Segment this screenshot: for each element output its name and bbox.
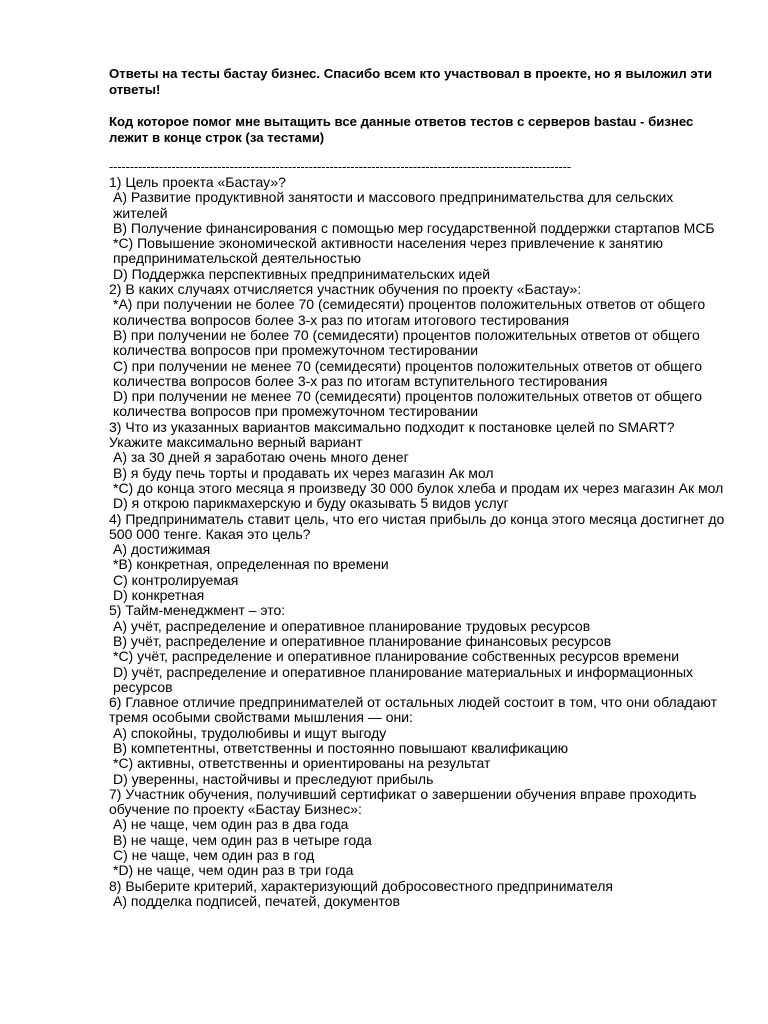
answer-option-correct: *C) учёт, распределение и оперативное планирование собственных ресурсов времени	[113, 648, 680, 665]
answer-option-correct: *B) конкретная, определенная по времени	[113, 556, 389, 573]
question-block	[109, 512, 729, 604]
question-block	[109, 879, 729, 910]
answer-option: D) уверенны, настойчивы и преследуют прибыль	[113, 770, 434, 787]
question-text: 4) Предприниматель ставит цель, что его чистая прибыль до конца этого месяца достигнет до 500 000 тенге. Какая это цель?	[109, 510, 725, 542]
question-block	[109, 282, 729, 420]
intro-line-1: Ответы на тесты бастау бизнес. Спасибо всем кто участвовал в проекте, но я выложил эти ответы!	[109, 66, 713, 97]
answer-option-correct: *C) до конца этого месяца я произведу 30 000 булок хлеба и продам их через магазин Ак мол	[113, 479, 724, 496]
answer-option: D) Поддержка перспективных предпринимательских идей	[113, 265, 491, 282]
answer-option: B) при получении не более 70 (семидесяти) процентов положительных ответов от общего количества вопросов при промежуточном тестировании	[113, 326, 700, 359]
question-text: 2) В каких случаях отчисляется участник обучения по проекту «Бастау»:	[109, 281, 582, 298]
answer-option: A) не чаще, чем один раз в два года	[113, 816, 349, 833]
divider-line: ---------------------------------------------------------------------------------------------------------------	[109, 160, 572, 174]
question-block	[109, 175, 729, 282]
answer-option: B) компетентны, ответственны и постоянно повышают квалификацию	[113, 739, 569, 756]
answer-option: B) Получение финансирования с помощью мер государственной поддержки стартапов МСБ	[113, 219, 715, 236]
answer-option: A) спокойны, трудолюбивы и ищут выгоду	[113, 724, 387, 741]
answer-option: D) учёт, распределение и оперативное планирование материальных и информационных ресурсов	[113, 663, 694, 695]
answer-option-correct: *A) при получении не более 70 (семидесяти) процентов положительных ответов от общего количества вопросов более 3-х раз по итогам итогового тестирования	[113, 296, 706, 328]
answer-option: C) контролируемая	[113, 571, 239, 588]
answer-option-correct: *C) активны, ответственны и ориентированы на результат	[113, 755, 491, 772]
question-text: 5) Тайм-менеджмент – это:	[109, 602, 286, 619]
answer-option: D) я открою парикмахерскую и буду оказывать 5 видов услуг	[113, 495, 509, 512]
document-page	[109, 66, 729, 909]
answer-option: D) конкретная	[113, 587, 205, 604]
question-text: 6) Главное отличие предпринимателей от остальных людей состоит в том, что они обладают тремя особыми свойствами мышления — они:	[109, 694, 717, 726]
answer-option: A) за 30 дней я заработаю очень много денег	[113, 449, 409, 466]
answer-option: A) подделка подписей, печатей, документов	[113, 892, 400, 909]
answer-option: C) при получении не менее 70 (семидесяти) процентов положительных ответов от общего количества вопросов более 3-х раз по итогам вступительного тестирования	[113, 357, 702, 389]
question-text: 8) Выберите критерий, характеризующий добросовестного предпринимателя	[109, 877, 613, 894]
question-block	[109, 603, 729, 695]
answer-option-correct: *C) Повышение экономической активности населения через привлечение к занятию предпринимательской деятельностью	[113, 235, 663, 267]
answer-option: B) я буду печь торты и продавать их через магазин Ак мол	[113, 464, 494, 481]
answer-option: A) учёт, распределение и оперативное планирование трудовых ресурсов	[113, 617, 591, 634]
question-block	[109, 420, 729, 512]
intro-line-2: Код которое помог мне вытащить все данные ответов тестов с серверов bastau - бизнес лежит в конце строк (за тестами)	[109, 114, 694, 145]
intro-block	[109, 66, 729, 146]
answer-option: D) при получении не менее 70 (семидесяти) процентов положительных ответов от общего количества вопросов при промежуточном тестировании	[113, 388, 702, 420]
answer-option: A) Развитие продуктивной занятости и массового предпринимательства для сельских жителей	[113, 189, 674, 221]
answer-option: C) не чаще, чем один раз в год	[113, 847, 315, 864]
question-block	[109, 787, 729, 879]
answer-option-correct: *D) не чаще, чем один раз в три года	[113, 862, 354, 879]
answer-option: B) учёт, распределение и оперативное планирование финансовых ресурсов	[113, 632, 612, 649]
question-text: 3) Что из указанных вариантов максимально подходит к постановке целей по SMART? Укажите максимально верный вариант	[109, 418, 675, 451]
answer-option: A) достижимая	[113, 541, 211, 558]
questions-list	[109, 175, 729, 909]
question-block	[109, 695, 729, 787]
question-text: 1) Цель проекта «Бастау»?	[109, 174, 286, 190]
question-text: 7) Участник обучения, получивший сертификат о завершении обучения вправе проходить обучение по проекту «Бастау Бизнес»:	[109, 785, 697, 818]
answer-option: B) не чаще, чем один раз в четыре года	[113, 831, 372, 848]
